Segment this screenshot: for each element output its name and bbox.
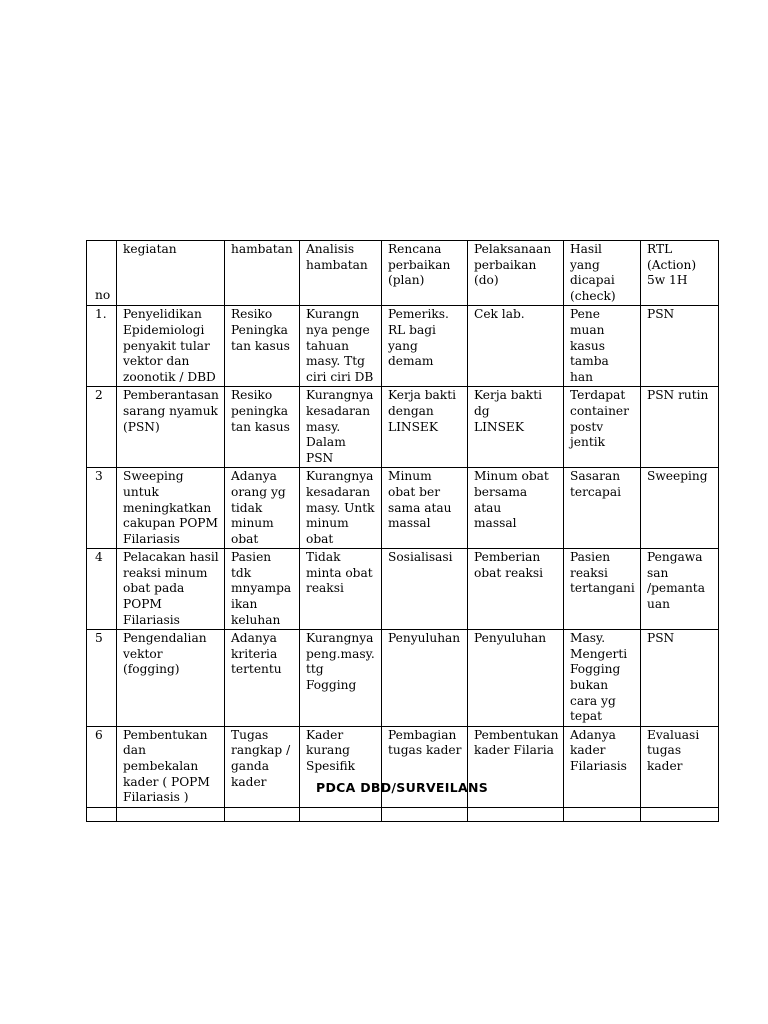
header-rtl: RTL (Action) 5w 1H <box>641 241 719 306</box>
cell-pelaksanaan: Pembentukan kader Filaria <box>468 726 564 807</box>
table-row <box>87 387 719 468</box>
table-row-empty <box>87 807 719 821</box>
cell-kegiatan: Sweeping untuk meningkatkan cakupan POPM Filariasis <box>117 468 225 549</box>
cell-analisis: Kurangn nya penge tahuan masy. Ttg ciri ciri DB <box>300 306 382 387</box>
cell-no: 5 <box>87 630 117 727</box>
cell-rtl: Evaluasi tugas kader <box>641 726 719 807</box>
cell-hambatan: Resiko Peningka tan kasus <box>225 306 300 387</box>
cell-analisis: Kurangnya peng.masy. ttg Fogging <box>300 630 382 727</box>
header-hambatan: hambatan <box>225 241 300 306</box>
table-row <box>87 468 719 549</box>
header-analisis: Analisis hambatan <box>300 241 382 306</box>
cell-pelaksanaan: Penyuluhan <box>468 630 564 727</box>
table-row <box>87 726 719 807</box>
cell-empty <box>225 807 300 821</box>
cell-hambatan: Tugas rangkap / ganda kader <box>225 726 300 807</box>
table-row <box>87 306 719 387</box>
cell-rtl: Sweeping <box>641 468 719 549</box>
cell-analisis: Kurangnya kesadaran masy. Dalam PSN <box>300 387 382 468</box>
cell-no: 3 <box>87 468 117 549</box>
cell-rtl: PSN <box>641 630 719 727</box>
table-header-row <box>87 241 719 306</box>
cell-empty <box>300 807 382 821</box>
cell-kegiatan: Pelacakan hasil reaksi minum obat pada POPM Filariasis <box>117 549 225 630</box>
header-kegiatan: kegiatan <box>117 241 225 306</box>
cell-rencana: Minum obat ber sama atau massal <box>382 468 468 549</box>
cell-hasil: Pene muan kasus tamba han <box>564 306 641 387</box>
header-pelaksanaan: Pelaksanaan perbaikan (do) <box>468 241 564 306</box>
header-hasil: Hasil yang dicapai (check) <box>564 241 641 306</box>
cell-empty <box>641 807 719 821</box>
cell-hambatan: Resiko peningka tan kasus <box>225 387 300 468</box>
cell-pelaksanaan: Cek lab. <box>468 306 564 387</box>
cell-analisis: Kader kurang Spesifik <box>300 726 382 807</box>
cell-kegiatan: Penyelidikan Epidemiologi penyakit tular vektor dan zoonotik / DBD <box>117 306 225 387</box>
cell-empty <box>117 807 225 821</box>
pdca-table <box>86 240 719 822</box>
cell-empty <box>468 807 564 821</box>
cell-rencana: Pemeriks. RL bagi yang demam <box>382 306 468 387</box>
cell-hambatan: Adanya kriteria tertentu <box>225 630 300 727</box>
cell-kegiatan: Pembentukan dan pembekalan kader ( POPM Filariasis ) <box>117 726 225 807</box>
header-no: no <box>87 241 117 306</box>
cell-rencana: Sosialisasi <box>382 549 468 630</box>
cell-kegiatan: Pemberantasan sarang nyamuk (PSN) <box>117 387 225 468</box>
cell-no: 2 <box>87 387 117 468</box>
table-row <box>87 630 719 727</box>
cell-rtl: PSN <box>641 306 719 387</box>
cell-hambatan: Pasien tdk mnyampa ikan keluhan <box>225 549 300 630</box>
cell-pelaksanaan: Kerja bakti dg LINSEK <box>468 387 564 468</box>
cell-hasil: Pasien reaksi tertangani <box>564 549 641 630</box>
cell-rencana: Penyuluhan <box>382 630 468 727</box>
cell-no: 6 <box>87 726 117 807</box>
cell-pelaksanaan: Minum obat bersama atau massal <box>468 468 564 549</box>
cell-pelaksanaan: Pemberian obat reaksi <box>468 549 564 630</box>
cell-no: 1. <box>87 306 117 387</box>
cell-empty <box>382 807 468 821</box>
cell-no: 4 <box>87 549 117 630</box>
header-rencana: Rencana perbaikan (plan) <box>382 241 468 306</box>
cell-rtl: PSN rutin <box>641 387 719 468</box>
cell-hasil: Adanya kader Filariasis <box>564 726 641 807</box>
cell-analisis: Tidak minta obat reaksi <box>300 549 382 630</box>
table-row <box>87 549 719 630</box>
cell-hasil: Sasaran tercapai <box>564 468 641 549</box>
cell-analisis: Kurangnya kesadaran masy. Untk minum obat <box>300 468 382 549</box>
cell-rtl: Pengawa san /pemanta uan <box>641 549 719 630</box>
cell-hasil: Terdapat container postv jentik <box>564 387 641 468</box>
cell-hambatan: Adanya orang yg tidak minum obat <box>225 468 300 549</box>
cell-kegiatan: Pengendalian vektor (fogging) <box>117 630 225 727</box>
cell-hasil: Masy. Mengerti Fogging bukan cara yg tepat <box>564 630 641 727</box>
cell-rencana: Pembagian tugas kader <box>382 726 468 807</box>
cell-empty <box>564 807 641 821</box>
table-caption: PDCA DBD/SURVEILANS <box>315 780 489 795</box>
cell-empty <box>87 807 117 821</box>
cell-rencana: Kerja bakti dengan LINSEK <box>382 387 468 468</box>
